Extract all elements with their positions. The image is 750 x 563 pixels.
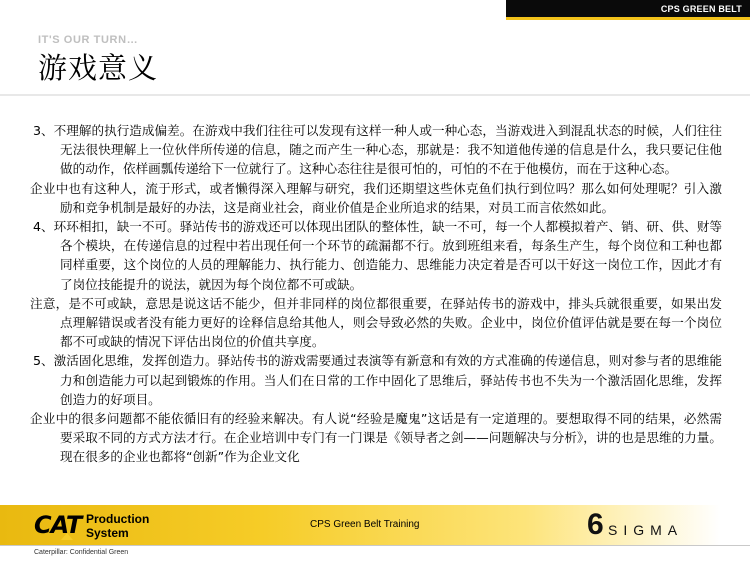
cps-green-belt-badge — [506, 0, 750, 17]
slide-body — [30, 121, 722, 506]
cat-logo-triangle-icon — [61, 533, 73, 540]
footer-divider — [0, 545, 750, 546]
slide-kicker: IT'S OUR TURN… — [38, 34, 139, 46]
badge-accent-stripe — [506, 17, 750, 20]
paragraph-point-5: 5、激活固化思维，发挥创造力。驿站传书的游戏需要通过表演等有新意和有效的方式准确的传递信息，则对参与者的思维能力和创造能力可以起到锻炼的作用。当人们在日常的工作中固化了思维后，驿站传书也不失为一个激活固化思维，发挥创造力的好项目。 — [33, 353, 722, 407]
six-sigma-logo-six: 6 — [587, 508, 604, 541]
paragraph-point-3: 3、不理解的执行造成偏差。在游戏中我们往往可以发现有这样一种人或一种心态，当游戏进入到混乱状态的时候，人们往往无法很快理解上一位伙伴所传递的信息，随之而产生一种心态，那就是：我不知道他传递的信息是什么，我只要记住他做的动作，依样画瓢传递给下一位就行了。这种心态往往是很可怕的，可怕的不在于他模仿，而在于这种心态。 — [33, 123, 722, 177]
paragraph-enterprise-note-1: 企业中也有这种人，流于形式，或者懒得深入理解与研究，我们还期望这些休克鱼们执行到位吗？那么如何处理呢？引入激励和竞争机制是最好的办法，这是商业社会，商业价值是企业所追求的结果，对员工而言依然如此。 — [30, 180, 722, 215]
confidentiality-note: Caterpillar: Confidential Green — [34, 549, 129, 556]
cat-logo: CAT — [34, 511, 82, 539]
six-sigma-logo-sigma: SIGMA — [608, 522, 684, 538]
production-system-label-line1: Production — [86, 512, 150, 526]
footer-training-title: CPS Green Belt Training — [310, 519, 420, 530]
paragraph-point-4: 4、环环相扣，缺一不可。驿站传书的游戏还可以体现出团队的整体性，缺一不可，每一个人都模拟着产、销、研、供、财等各个模块，在传递信息的过程中若出现任何一个环节的疏漏都不行。放到班组来看，每条生产生，每个岗位和工种也都同样重要，这个岗位的人员的理解能力、执行能力、创造能力、思维能力决定着是否可以干好这一岗位工作，因此才有了岗位技能提升的说法，就因为每个岗位都不可或缺。 — [33, 219, 722, 292]
badge-label: CPS GREEN BELT — [660, 3, 742, 14]
title-divider — [0, 94, 750, 96]
paragraph-enterprise-note-2: 企业中的很多问题都不能依循旧有的经验来解决。有人说“经验是魔鬼”这话是有一定道理的。要想取得不同的结果，必然需要采取不同的方式方法才行。在企业培训中专门有一门课是《领导者之剑——问题解决与分析》，讲的也是思维的力量。现在很多的企业也都将“创新”作为企业文化 — [30, 411, 722, 465]
slide-title: 游戏意义 — [38, 51, 159, 85]
production-system-label-line2: System — [86, 526, 129, 540]
paragraph-attention-note: 注意，是不可或缺，意思是说这话不能少，但并非同样的岗位都很重要，在驿站传书的游戏中，排头兵就很重要，如果出发点理解错误或者没有能力更好的诠释信息给其他人，则会导致必然的失败。企业中，岗位价值评估就是要在每一个岗位都不可或缺的情况下评估出岗位的价值共享度。 — [30, 295, 722, 350]
